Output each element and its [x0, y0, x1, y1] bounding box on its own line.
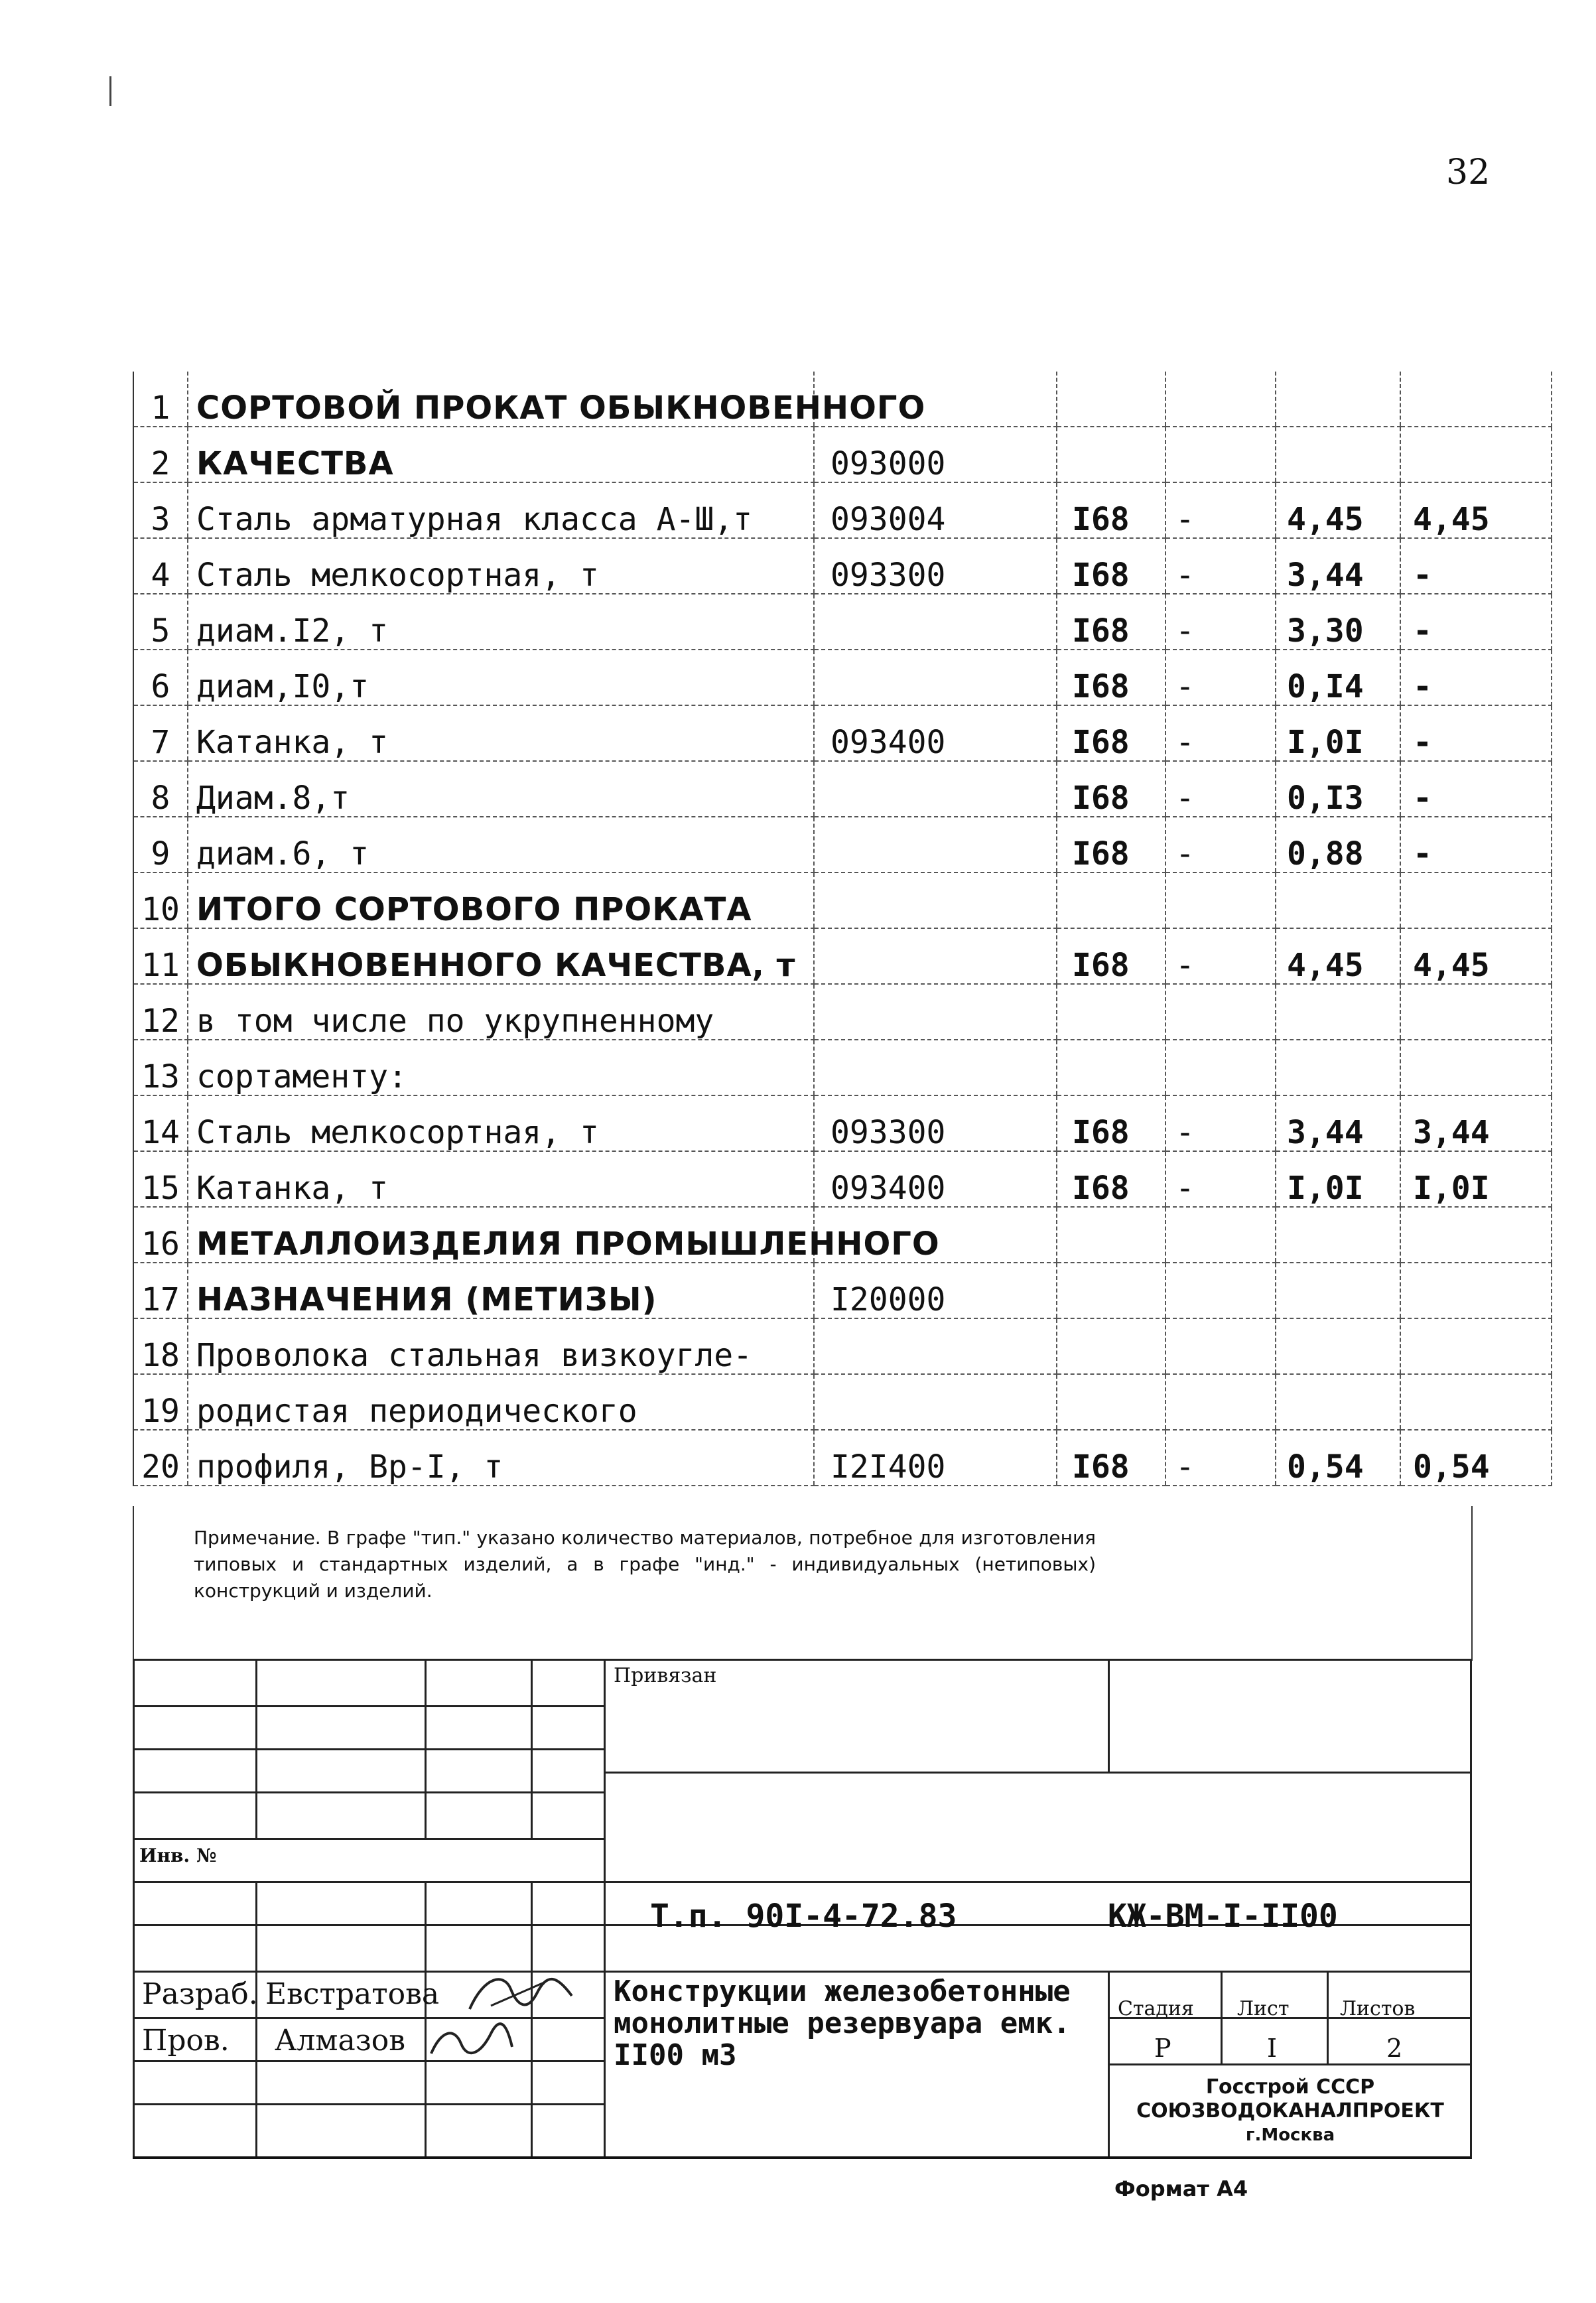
cell-dash: - — [1165, 594, 1276, 650]
cell-v1: I,0I — [1276, 705, 1400, 761]
cell-v2: - — [1400, 761, 1552, 817]
table-row — [133, 1263, 1552, 1318]
cell-n: 5 — [133, 594, 188, 650]
note-text: Примечание. В графе "тип." указано количество материалов, потребное для изготовления типовых и стандартных изделий, а в графе "инд." - индивидуальных (нетиповых) конструкций и изделий. — [194, 1527, 1096, 1602]
cell-v2 — [1400, 427, 1552, 482]
table-row — [133, 1040, 1552, 1095]
cell-unit — [1057, 1207, 1165, 1263]
table-row — [133, 372, 1552, 427]
cell-n: 10 — [133, 872, 188, 928]
cell-dash: - — [1165, 650, 1276, 705]
cell-n: 12 — [133, 984, 188, 1040]
cell-n: 1 — [133, 372, 188, 427]
cell-dash: - — [1165, 482, 1276, 538]
cell-name: Проволока стальная визкоугле- — [188, 1318, 814, 1374]
cell-v2 — [1400, 872, 1552, 928]
cell-unit — [1057, 427, 1165, 482]
cell-unit: I68 — [1057, 928, 1165, 984]
cell-n: 4 — [133, 538, 188, 594]
sheet-code: КЖ-ВМ-I-II00 — [1108, 1898, 1338, 1935]
cell-dash — [1165, 984, 1276, 1040]
cell-unit: I68 — [1057, 1095, 1165, 1151]
cell-name: Катанка, т — [188, 705, 814, 761]
cell-code — [814, 594, 1057, 650]
cell-name: родистая периодического — [188, 1374, 814, 1430]
cell-code — [814, 761, 1057, 817]
table-row — [133, 538, 1552, 594]
cell-n: 20 — [133, 1430, 188, 1486]
doc-code: Т.п. 90I-4-72.83 — [650, 1898, 957, 1935]
cell-v2: I,0I — [1400, 1151, 1552, 1207]
cell-unit — [1057, 1374, 1165, 1430]
razrab-name: Евстратова — [265, 1977, 440, 2011]
specification-table — [133, 372, 1552, 1486]
cell-v2: - — [1400, 705, 1552, 761]
cell-v1 — [1276, 1374, 1400, 1430]
cell-dash — [1165, 1263, 1276, 1318]
sheet-label: Лист — [1237, 1997, 1290, 2020]
cell-code — [814, 817, 1057, 872]
cell-n: 6 — [133, 650, 188, 705]
cell-code — [814, 1318, 1057, 1374]
cell-v1 — [1276, 984, 1400, 1040]
sheets-label: Листов — [1340, 1997, 1416, 2020]
table-row — [133, 1374, 1552, 1430]
table-row — [133, 1095, 1552, 1151]
cell-v1 — [1276, 427, 1400, 482]
cell-code — [814, 1374, 1057, 1430]
cell-n: 2 — [133, 427, 188, 482]
cell-code — [814, 1040, 1057, 1095]
cell-v1: 3,30 — [1276, 594, 1400, 650]
cell-unit: I68 — [1057, 705, 1165, 761]
cell-dash — [1165, 1207, 1276, 1263]
table-row — [133, 761, 1552, 817]
cell-unit: I68 — [1057, 538, 1165, 594]
cell-v1 — [1276, 1207, 1400, 1263]
prov-name: Алмазов — [275, 2024, 405, 2058]
cell-dash — [1165, 1318, 1276, 1374]
cell-code: 093400 — [814, 1151, 1057, 1207]
cell-name: диам.I2, т — [188, 594, 814, 650]
cell-name: НАЗНАЧЕНИЯ (МЕТИЗЫ) — [188, 1263, 814, 1318]
cell-unit: I68 — [1057, 761, 1165, 817]
cell-code: 093300 — [814, 1095, 1057, 1151]
cell-v1 — [1276, 872, 1400, 928]
table-row — [133, 1207, 1552, 1263]
drawing-title-line-3: II00 м3 — [614, 2038, 737, 2072]
stage-label: Стадия — [1118, 1997, 1194, 2020]
sheet-value: I — [1267, 2034, 1278, 2063]
cell-unit — [1057, 984, 1165, 1040]
cell-name: Катанка, т — [188, 1151, 814, 1207]
cell-n: 17 — [133, 1263, 188, 1318]
cell-v2: 4,45 — [1400, 482, 1552, 538]
cell-v1: 0,I4 — [1276, 650, 1400, 705]
cell-unit — [1057, 1263, 1165, 1318]
inv-no-label: Инв. № — [139, 1845, 217, 1866]
cell-unit — [1057, 1318, 1165, 1374]
org-line-3: г.Москва — [1245, 2125, 1335, 2145]
cell-name: диам,I0,т — [188, 650, 814, 705]
cell-v1: 3,44 — [1276, 1095, 1400, 1151]
cell-dash: - — [1165, 1430, 1276, 1486]
cell-dash: - — [1165, 817, 1276, 872]
cell-dash: - — [1165, 538, 1276, 594]
table-row — [133, 928, 1552, 984]
cell-code: 093004 — [814, 482, 1057, 538]
table-row — [133, 705, 1552, 761]
cell-dash — [1165, 872, 1276, 928]
cell-n: 14 — [133, 1095, 188, 1151]
cell-v1: 3,44 — [1276, 538, 1400, 594]
cell-unit — [1057, 1040, 1165, 1095]
cell-name: Диам.8,т — [188, 761, 814, 817]
cell-v1: 0,I3 — [1276, 761, 1400, 817]
cell-n: 13 — [133, 1040, 188, 1095]
cell-v2 — [1400, 1040, 1552, 1095]
cell-name: Сталь арматурная класса А-Ш,т — [188, 482, 814, 538]
cell-name: СОРТОВОЙ ПРОКАТ ОБЫКНОВЕННОГО — [188, 372, 814, 427]
margin-mark — [109, 76, 111, 106]
cell-name: диам.6, т — [188, 817, 814, 872]
format-label: Формат А4 — [1114, 2176, 1248, 2201]
note-block — [133, 1506, 1473, 1661]
cell-n: 8 — [133, 761, 188, 817]
table-row — [133, 650, 1552, 705]
cell-n: 16 — [133, 1207, 188, 1263]
cell-v2 — [1400, 1374, 1552, 1430]
cell-code: 093300 — [814, 538, 1057, 594]
cell-name: ИТОГО СОРТОВОГО ПРОКАТА — [188, 872, 814, 928]
cell-name: профиля, Вр-I, т — [188, 1430, 814, 1486]
cell-dash: - — [1165, 1095, 1276, 1151]
cell-v2 — [1400, 984, 1552, 1040]
cell-v2: - — [1400, 538, 1552, 594]
cell-unit: I68 — [1057, 650, 1165, 705]
privyazan-label: Привязан — [614, 1664, 717, 1687]
cell-v1: 0,54 — [1276, 1430, 1400, 1486]
cell-v2: - — [1400, 594, 1552, 650]
cell-dash: - — [1165, 1151, 1276, 1207]
cell-code: 093000 — [814, 427, 1057, 482]
cell-v1: I,0I — [1276, 1151, 1400, 1207]
cell-name: Сталь мелкосортная, т — [188, 538, 814, 594]
table-row — [133, 1430, 1552, 1486]
sheets-value: 2 — [1386, 2034, 1403, 2063]
cell-dash: - — [1165, 705, 1276, 761]
cell-v2: - — [1400, 817, 1552, 872]
cell-name: КАЧЕСТВА — [188, 427, 814, 482]
drawing-title-line-1: Конструкции железобетонные — [614, 1975, 1071, 2008]
table-row — [133, 594, 1552, 650]
cell-unit — [1057, 872, 1165, 928]
cell-name: ОБЫКНОВЕННОГО КАЧЕСТВА, т — [188, 928, 814, 984]
cell-code — [814, 872, 1057, 928]
drawing-title — [614, 1976, 1071, 2071]
cell-code — [814, 984, 1057, 1040]
cell-dash — [1165, 372, 1276, 427]
cell-dash — [1165, 1374, 1276, 1430]
cell-v1 — [1276, 1263, 1400, 1318]
cell-n: 15 — [133, 1151, 188, 1207]
signature-razrab-icon — [464, 1969, 577, 2017]
cell-n: 11 — [133, 928, 188, 984]
cell-name: в том числе по укрупненному — [188, 984, 814, 1040]
cell-name: сортаменту: — [188, 1040, 814, 1095]
prov-label: Пров. — [142, 2024, 230, 2058]
cell-v1: 0,88 — [1276, 817, 1400, 872]
cell-n: 7 — [133, 705, 188, 761]
org-line-2: СОЮЗВОДОКАНАЛПРОЕКТ — [1136, 2099, 1444, 2123]
cell-n: 9 — [133, 817, 188, 872]
cell-code — [814, 928, 1057, 984]
stage-value: Р — [1154, 2034, 1171, 2063]
cell-unit — [1057, 372, 1165, 427]
cell-dash: - — [1165, 928, 1276, 984]
signature-prov-icon — [425, 2017, 517, 2061]
cell-n: 3 — [133, 482, 188, 538]
title-block — [133, 1659, 1472, 2159]
cell-v2: 3,44 — [1400, 1095, 1552, 1151]
cell-unit: I68 — [1057, 482, 1165, 538]
cell-dash — [1165, 1040, 1276, 1095]
table-row — [133, 427, 1552, 482]
cell-n: 19 — [133, 1374, 188, 1430]
cell-v2: 4,45 — [1400, 928, 1552, 984]
cell-unit: I68 — [1057, 1430, 1165, 1486]
cell-name: Сталь мелкосортная, т — [188, 1095, 814, 1151]
cell-v1: 4,45 — [1276, 928, 1400, 984]
org-line-1: Госстрой СССР — [1205, 2075, 1375, 2099]
cell-v2 — [1400, 1318, 1552, 1374]
razrab-label: Разраб. — [142, 1977, 258, 2011]
cell-code — [814, 650, 1057, 705]
cell-code: I2I400 — [814, 1430, 1057, 1486]
cell-n: 18 — [133, 1318, 188, 1374]
cell-code: I20000 — [814, 1263, 1057, 1318]
cell-v1: 4,45 — [1276, 482, 1400, 538]
cell-v2: - — [1400, 650, 1552, 705]
cell-v1 — [1276, 1040, 1400, 1095]
cell-unit: I68 — [1057, 594, 1165, 650]
page-number: 32 — [1446, 153, 1491, 192]
table-row — [133, 1318, 1552, 1374]
cell-v2: 0,54 — [1400, 1430, 1552, 1486]
table-row — [133, 1151, 1552, 1207]
table-row — [133, 984, 1552, 1040]
cell-v1 — [1276, 1318, 1400, 1374]
table-row — [133, 482, 1552, 538]
table-row — [133, 872, 1552, 928]
cell-code: 093400 — [814, 705, 1057, 761]
drawing-title-line-2: монолитные резервуара емк. — [614, 2006, 1071, 2040]
cell-v2 — [1400, 1207, 1552, 1263]
cell-v2 — [1400, 372, 1552, 427]
cell-dash — [1165, 427, 1276, 482]
cell-unit: I68 — [1057, 1151, 1165, 1207]
cell-dash: - — [1165, 761, 1276, 817]
cell-unit: I68 — [1057, 817, 1165, 872]
cell-name: МЕТАЛЛОИЗДЕЛИЯ ПРОМЫШЛЕННОГО — [188, 1207, 814, 1263]
table-row — [133, 817, 1552, 872]
cell-v1 — [1276, 372, 1400, 427]
organization — [1111, 2075, 1469, 2147]
cell-v2 — [1400, 1263, 1552, 1318]
